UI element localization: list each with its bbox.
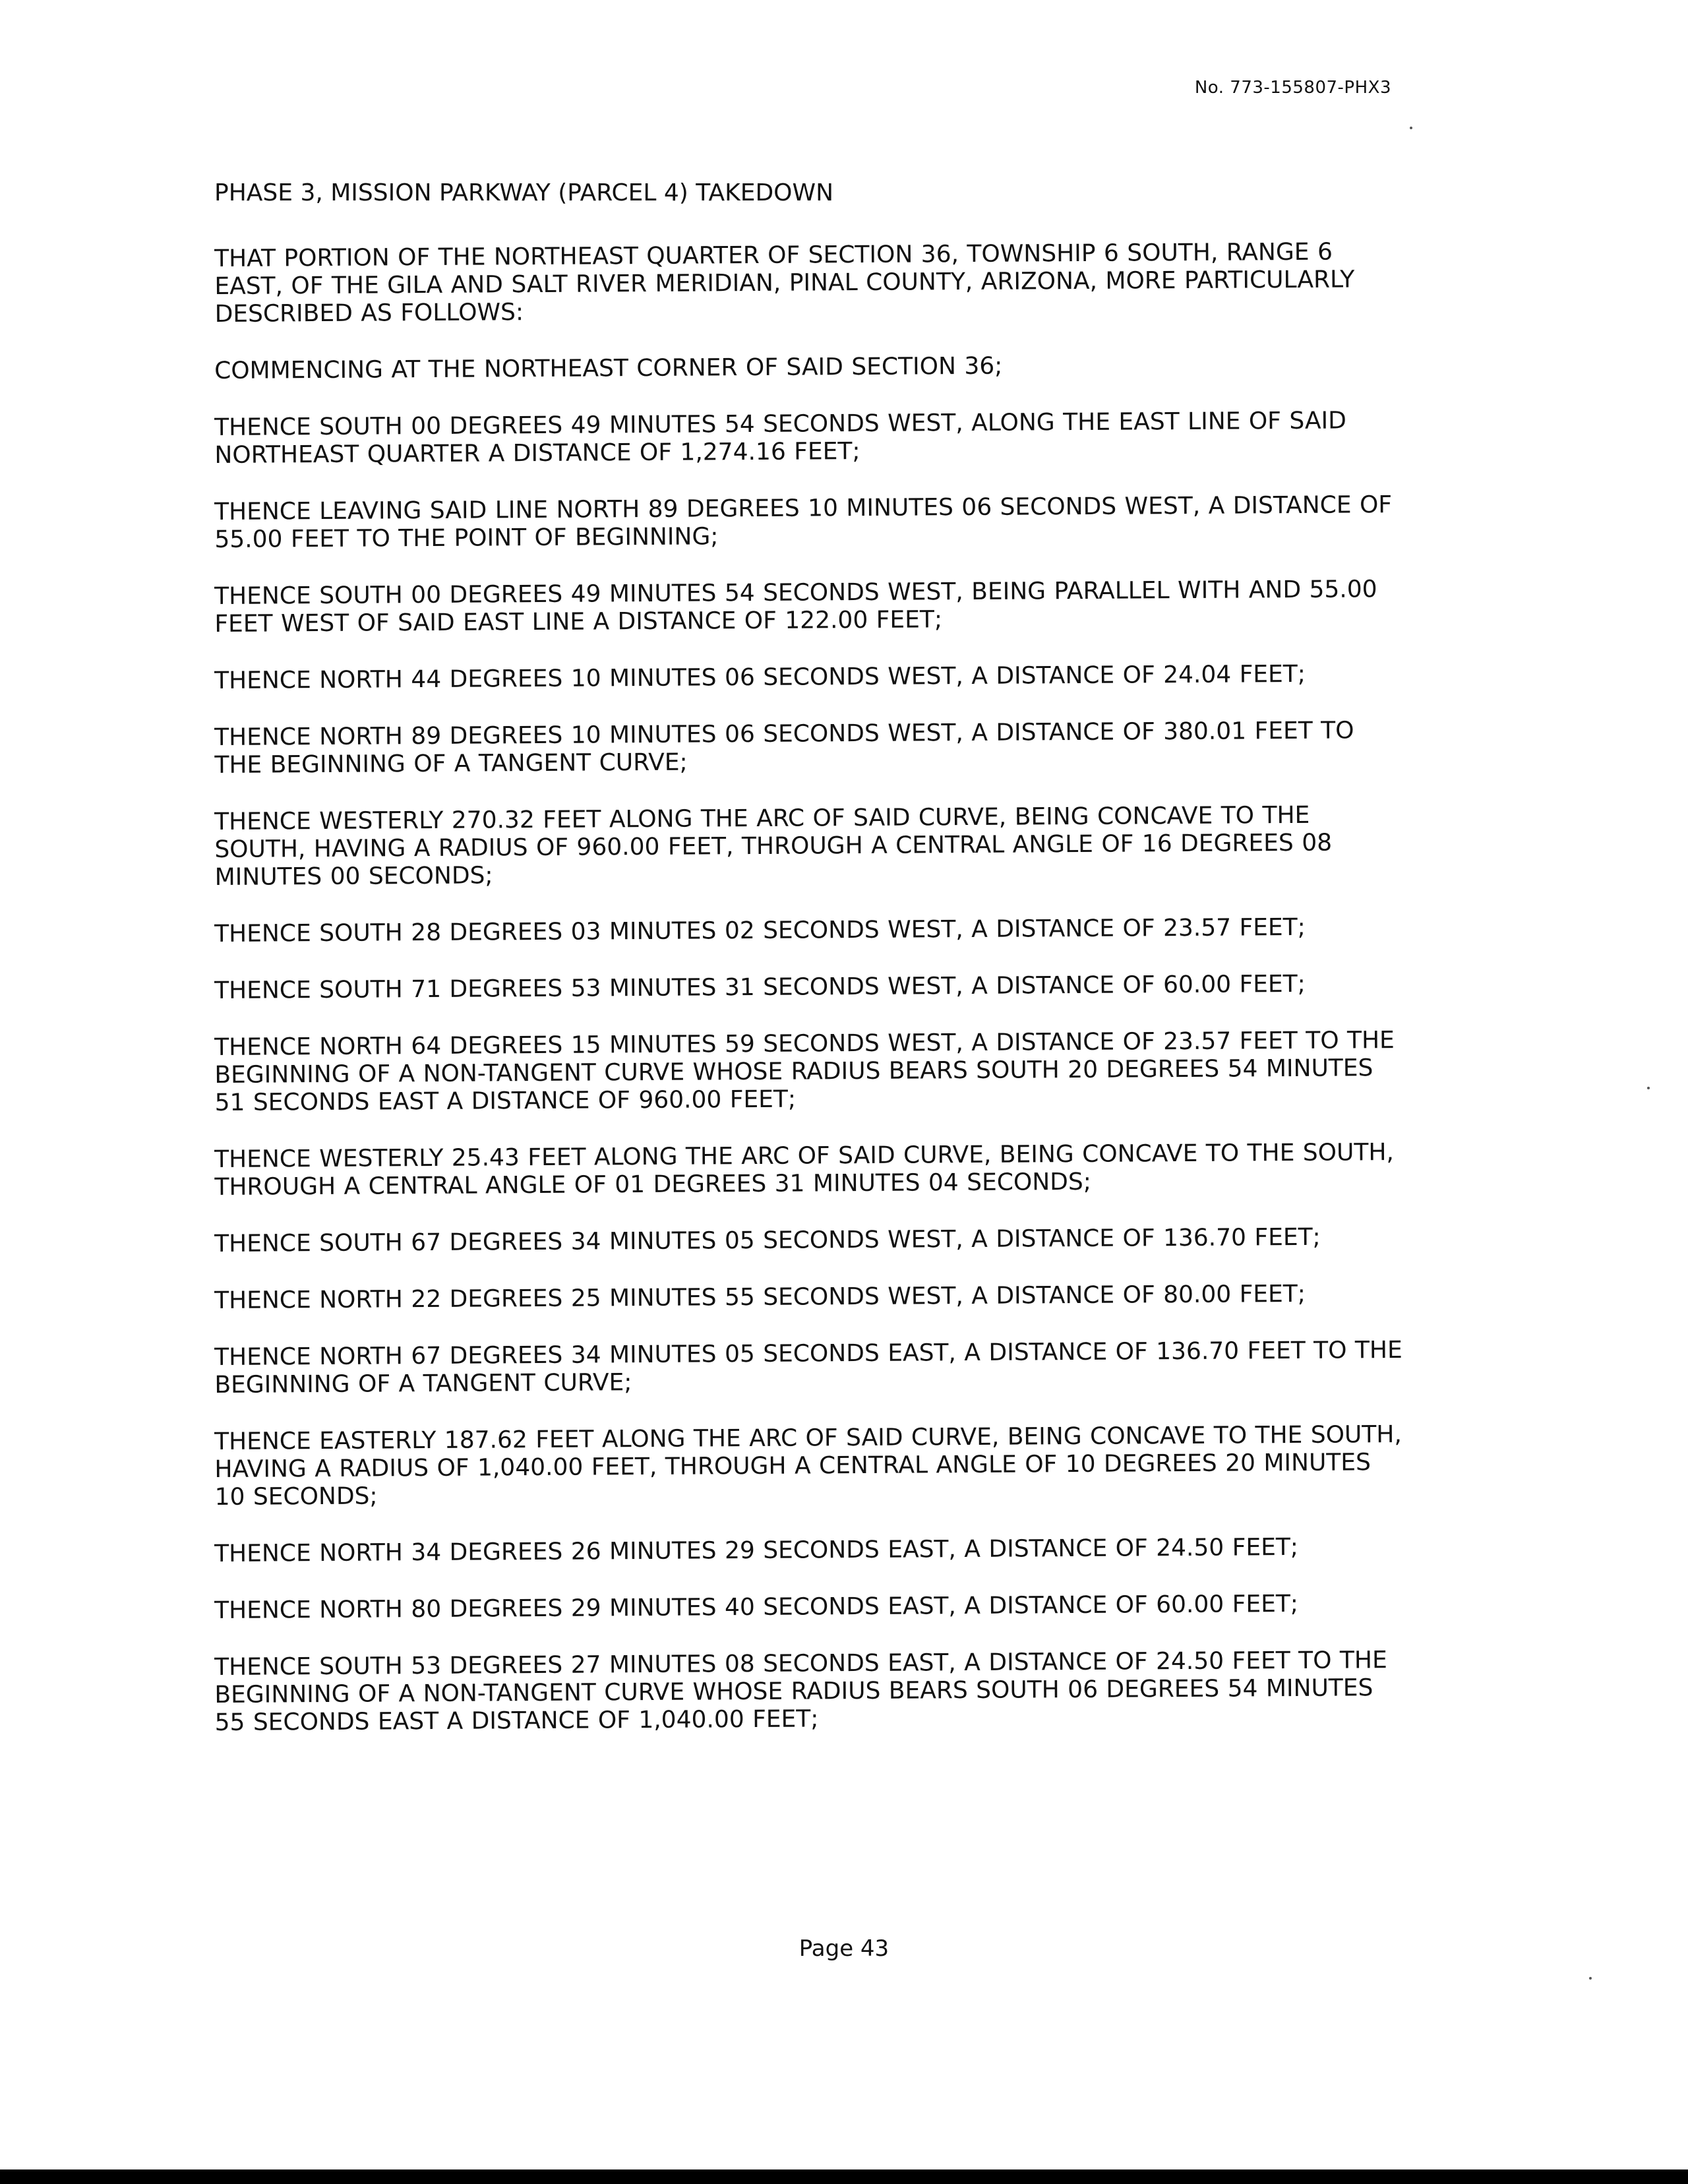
page-number: Page 43 — [799, 1935, 889, 1962]
paragraph: THENCE SOUTH 00 DEGREES 49 MINUTES 54 SECONDS WEST, BEING PARALLEL WITH AND 55.00 FEET WEST OF SAID EAST LINE A DISTANCE OF 122.00 FEET; — [214, 576, 1377, 638]
paragraph: THENCE NORTH 80 DEGREES 29 MINUTES 40 SECONDS EAST, A DISTANCE OF 60.00 FEET; — [214, 1590, 1299, 1624]
scan-border — [0, 2169, 1688, 2184]
paragraph: THENCE SOUTH 00 DEGREES 49 MINUTES 54 SECONDS WEST, ALONG THE EAST LINE OF SAID NORTHEAST QUARTER A DISTANCE OF 1,274.16 FEET; — [214, 407, 1346, 469]
paragraph: THENCE NORTH 34 DEGREES 26 MINUTES 29 SECONDS EAST, A DISTANCE OF 24.50 FEET; — [214, 1533, 1299, 1567]
scan-speck — [1410, 127, 1412, 129]
paragraph: THENCE NORTH 67 DEGREES 34 MINUTES 05 SECONDS EAST, A DISTANCE OF 136.70 FEET TO THE BEGINNING OF A TANGENT CURVE; — [214, 1336, 1402, 1399]
paragraph: THENCE SOUTH 67 DEGREES 34 MINUTES 05 SECONDS WEST, A DISTANCE OF 136.70 FEET; — [214, 1223, 1321, 1258]
paragraph: THENCE EASTERLY 187.62 FEET ALONG THE ARC OF SAID CURVE, BEING CONCAVE TO THE SOUTH, HAVING A RADIUS OF 1,040.00 FEET, THROUGH A CENTRAL ANGLE OF 10 DEGREES 20 MINUTES 10 SECONDS; — [214, 1421, 1402, 1511]
scan-speck — [1589, 1977, 1592, 1980]
paragraph: THENCE WESTERLY 270.32 FEET ALONG THE ARC OF SAID CURVE, BEING CONCAVE TO THE SOUTH, HAVING A RADIUS OF 960.00 FEET, THROUGH A CENTRAL ANGLE OF 16 DEGREES 08 MINUTES 00 SECONDS; — [214, 801, 1333, 891]
paragraph: THENCE NORTH 64 DEGREES 15 MINUTES 59 SECONDS WEST, A DISTANCE OF 23.57 FEET TO THE BEGINNING OF A NON-TANGENT CURVE WHOSE RADIUS BEARS SOUTH 20 DEGREES 54 MINUTES 51 SECONDS EAST A DISTANCE OF 960.00 FEET; — [214, 1027, 1395, 1116]
legal-description — [214, 179, 1408, 1766]
paragraph: THENCE SOUTH 28 DEGREES 03 MINUTES 02 SECONDS WEST, A DISTANCE OF 23.57 FEET; — [214, 913, 1306, 948]
paragraph: THENCE NORTH 89 DEGREES 10 MINUTES 06 SECONDS WEST, A DISTANCE OF 380.01 FEET TO THE BEGINNING OF A TANGENT CURVE; — [214, 717, 1354, 779]
document-heading: PHASE 3, MISSION PARKWAY (PARCEL 4) TAKEDOWN — [214, 179, 834, 206]
paragraph: THAT PORTION OF THE NORTHEAST QUARTER OF SECTION 36, TOWNSHIP 6 SOUTH, RANGE 6 EAST, OF THE GILA AND SALT RIVER MERIDIAN, PINAL COUNTY, ARIZONA, MORE PARTICULARLY DESCRIBED AS FOLLOWS: — [214, 238, 1355, 328]
paragraph: THENCE NORTH 44 DEGREES 10 MINUTES 06 SECONDS WEST, A DISTANCE OF 24.04 FEET; — [214, 660, 1306, 694]
paragraph: THENCE SOUTH 71 DEGREES 53 MINUTES 31 SECONDS WEST, A DISTANCE OF 60.00 FEET; — [214, 970, 1306, 1004]
scan-speck — [1647, 1087, 1650, 1089]
paragraph: THENCE WESTERLY 25.43 FEET ALONG THE ARC OF SAID CURVE, BEING CONCAVE TO THE SOUTH, THROUGH A CENTRAL ANGLE OF 01 DEGREES 31 MINUTES 04 SECONDS; — [214, 1139, 1395, 1201]
paragraph: COMMENCING AT THE NORTHEAST CORNER OF SAID SECTION 36; — [214, 352, 1003, 384]
paragraph: THENCE NORTH 22 DEGREES 25 MINUTES 55 SECONDS WEST, A DISTANCE OF 80.00 FEET; — [214, 1280, 1306, 1314]
document-number: No. 773-155807-PHX3 — [1194, 78, 1391, 98]
paragraph: THENCE LEAVING SAID LINE NORTH 89 DEGREES 10 MINUTES 06 SECONDS WEST, A DISTANCE OF 55.00 FEET TO THE POINT OF BEGINNING; — [214, 491, 1393, 553]
paragraph: THENCE SOUTH 53 DEGREES 27 MINUTES 08 SECONDS EAST, A DISTANCE OF 24.50 FEET TO THE BEGINNING OF A NON-TANGENT CURVE WHOSE RADIUS BEARS SOUTH 06 DEGREES 54 MINUTES 55 SECONDS EAST A DISTANCE OF 1,040.00 FEET; — [214, 1647, 1387, 1736]
